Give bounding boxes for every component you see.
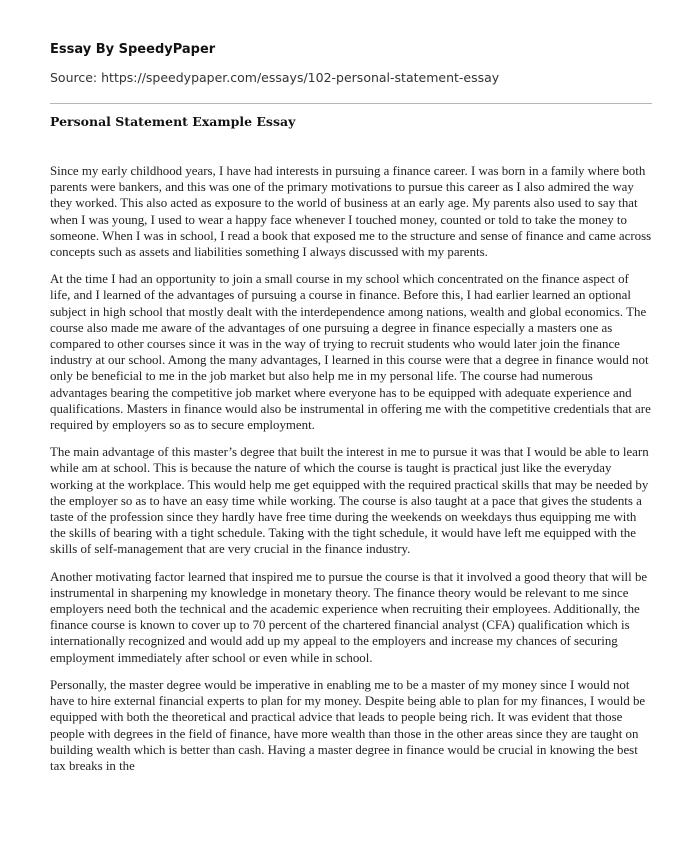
paragraph-1: Since my early childhood years, I have had interests in pursuing a finance career. I was born in a family where both parents were bankers, and this was one of the primary motivations to pursue this career as I also admired the way they worked. This also acted as exposure to the world of business at an early age. My parents also used to say that when I was young, I used to wear a happy face whenever I touched money, counted or told to take the money to someone. When I was in school, I read a book that exposed me to the structure and sense of finance and came across concepts such as assets and liabilities something I always discussed with my parents. [50,164,652,260]
essay-body [50,163,652,774]
paragraph-2: At the time I had an opportunity to join a small course in my school which concentrated on the finance aspect of life, and I learned of the advantages of pursuing a course in finance. Before this, I had earlier learned an optional subject in high school that mostly dealt with the interdependence among nations, wealth and global economics. The course also made me aware of the advantages of one pursuing a degree in finance especially a masters one as compared to other courses since it was in the way of trying to recruit students who would later join the finance industry at our school. Among the many advantages, I learned in this course were that a degree in finance would not only be beneficial to me in the job market but also help me in my personal life. The course had numerous advantages bearing the competitive job market where everyone has to be equipped with adequate experience and qualifications. Masters in finance would also be instrumental in offering me with the competitive credentials that are required by employers so as to secure employment. [50,272,651,433]
paragraph-4: Another motivating factor learned that inspired me to pursue the course is that it involved a good theory that will be instrumental in sharpening my knowledge in monetary theory. The finance theory would be relevant to me since employers need both the technical and the academic experience when recruiting their employees. Additionally, the finance course is known to cover up to 70 percent of the chartered financial analyst (CFA) qualification which is internationally recognized and would add up my appeal to the employers and increase my chances of securing employment immediately after school or even while in school. [50,569,648,665]
header-divider [50,103,652,104]
paragraph-3: The main advantage of this master’s degree that built the interest in me to pursue it was that I would be able to learn while am at school. This is because the nature of which the course is taught is practical just like the everyday working at the workplace. This would help me get equipped with the required practical skills that may be needed by the employer so as to have an easy time while working. The course is also taught at a pace that gives the students a taste of the profession since they hardly have free time during the weekends on weekdays thus equipping me with the skills of bearing with a tight schedule. Taking with the tight schedule, it would have left me equipped with the skills of self-management that are very crucial in the finance industry. [50,445,649,557]
essay-title: Personal Statement Example Essay [50,114,296,129]
document-page [50,42,652,785]
paragraph-5: Personally, the master degree would be imperative in enabling me to be a master of my money since I would not have to hire external financial experts to plan for my money. Despite being able to plan for my finances, I would be equipped with both the theoretical and practical advice that leads to people being rich. It was evident that those people with degrees in the field of finance, have more wealth than those in the other areas since they are taught on building wealth which is better than cash. Having a master degree in finance would be crucial in knowing the best tax breaks in the [50,677,646,773]
source-line: Source: https://speedypaper.com/essays/102-personal-statement-essay [50,70,500,85]
site-title: Essay By SpeedyPaper [50,42,216,57]
